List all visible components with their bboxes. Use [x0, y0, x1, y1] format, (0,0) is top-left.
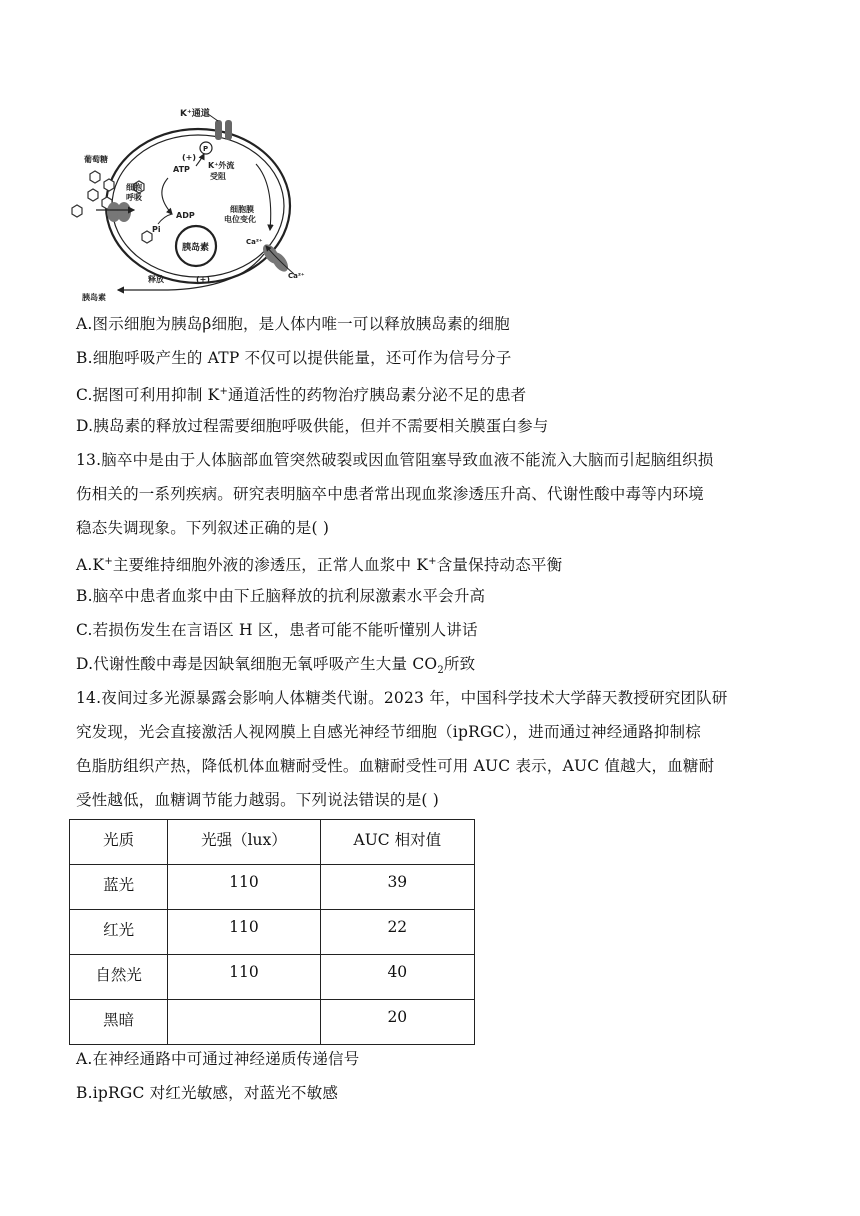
q14-option-b: B.ipRGC 对红光敏感，对蓝光不敏感	[76, 1084, 339, 1102]
release-plus-label: (+)	[196, 275, 211, 284]
respiration-label-2: 呼吸	[126, 193, 142, 202]
table-row	[70, 910, 475, 955]
table-row	[70, 865, 475, 910]
insulin-outside-label: 胰岛素	[82, 293, 106, 302]
q12-option-d: D.胰岛素的释放过程需要细胞呼吸供能，但并不需要相关膜蛋白参与	[76, 417, 549, 435]
adp-label: ADP	[176, 211, 195, 220]
q14-stem-line-3: 色脂肪组织产热，降低机体血糖耐受性。血糖耐受性可用 AUC 表示，AUC 值越大，血糖耐	[76, 757, 715, 775]
k-efflux-label-1: K⁺外流	[208, 161, 235, 170]
ca-outside-label: Ca²⁺	[288, 272, 305, 280]
light-auc-table	[69, 819, 475, 1045]
insulin-vesicle-label: 胰岛素	[182, 243, 210, 253]
table-cell: 蓝光	[70, 865, 168, 910]
q14-stem-line-4: 受性越低，血糖调节能力越弱。下列说法错误的是( )	[76, 791, 440, 809]
table-header-row	[70, 820, 475, 865]
atp-plus-label: (+)	[182, 153, 197, 162]
p-label: P	[203, 145, 209, 153]
k-efflux-label-2: 受阻	[210, 172, 226, 181]
table-cell: 黑暗	[70, 1000, 168, 1045]
q13-option-b: B.脑卒中患者血浆中由下丘脑释放的抗利尿激素水平会升高	[76, 587, 486, 605]
q13-option-d: D.代谢性酸中毒是因缺氧细胞无氧呼吸产生大量 $CO_2$所致	[76, 655, 476, 677]
table-row	[70, 1000, 475, 1045]
q14-stem-line-1: 14.夜间过多光源暴露会影响人体糖类代谢。2023 年，中国科学技术大学薛天教授研究团队研	[76, 689, 728, 707]
table-cell: 110	[168, 910, 320, 955]
membrane-label-1: 细胞膜	[230, 205, 254, 214]
table-cell: 22	[320, 910, 474, 955]
table-header-cell: AUC 相对值	[320, 820, 474, 865]
pi-label: Pi	[152, 225, 161, 234]
q12-option-c: C.据图可利用抑制 K+通道活性的药物治疗胰岛素分泌不足的患者	[76, 386, 527, 405]
q13-stem-line-3: 稳态失调现象。下列叙述正确的是( )	[76, 519, 330, 537]
q13-option-c: C.若损伤发生在言语区 H 区，患者可能不能听懂别人讲话	[76, 621, 478, 639]
table-cell: 39	[320, 865, 474, 910]
membrane-label-2: 电位变化	[224, 215, 256, 224]
k-channel-label: K⁺通道	[180, 109, 210, 119]
table-row	[70, 955, 475, 1000]
ca-inside-label: Ca²⁺	[246, 238, 263, 246]
respiration-label-1: 细胞	[126, 183, 142, 192]
q13-option-a: A.K+主要维持细胞外液的渗透压，正常人血浆中 K+含量保持动态平衡	[76, 556, 563, 575]
table-header-cell: 光强（lux）	[168, 820, 320, 865]
q13-stem-line-2: 伤相关的一系列疾病。研究表明脑卒中患者常出现血浆渗透压升高、代谢性酸中毒等内环境	[76, 485, 705, 503]
glucose-label: 葡萄糖	[84, 155, 108, 164]
table-cell: 110	[168, 955, 320, 1000]
release-label: 释放	[148, 275, 164, 284]
q12-option-a: A.图示细胞为胰岛β细胞，是人体内唯一可以释放胰岛素的细胞	[76, 315, 510, 333]
q12-option-b: B.细胞呼吸产生的 ATP 不仅可以提供能量，还可作为信号分子	[76, 349, 512, 367]
table-cell: 红光	[70, 910, 168, 955]
q14-stem-line-2: 究发现，光会直接激活人视网膜上自感光神经节细胞（ipRGC），进而通过神经通路抑制棕	[76, 723, 701, 741]
table-cell: 20	[320, 1000, 474, 1045]
glucose-transporter-icon	[107, 202, 131, 222]
q13-stem-line-1: 13.脑卒中是由于人体脑部血管突然破裂或因血管阻塞导致血液不能流入大脑而引起脑组织损	[76, 451, 714, 469]
table-cell: 110	[168, 865, 320, 910]
table-header-cell: 光质	[70, 820, 168, 865]
table-cell	[168, 1000, 320, 1045]
table-cell: 自然光	[70, 955, 168, 1000]
beta-cell-diagram	[68, 104, 308, 304]
q14-option-a: A.在神经通路中可通过神经递质传递信号	[76, 1050, 360, 1068]
atp-label: ATP	[173, 165, 190, 174]
table-cell: 40	[320, 955, 474, 1000]
